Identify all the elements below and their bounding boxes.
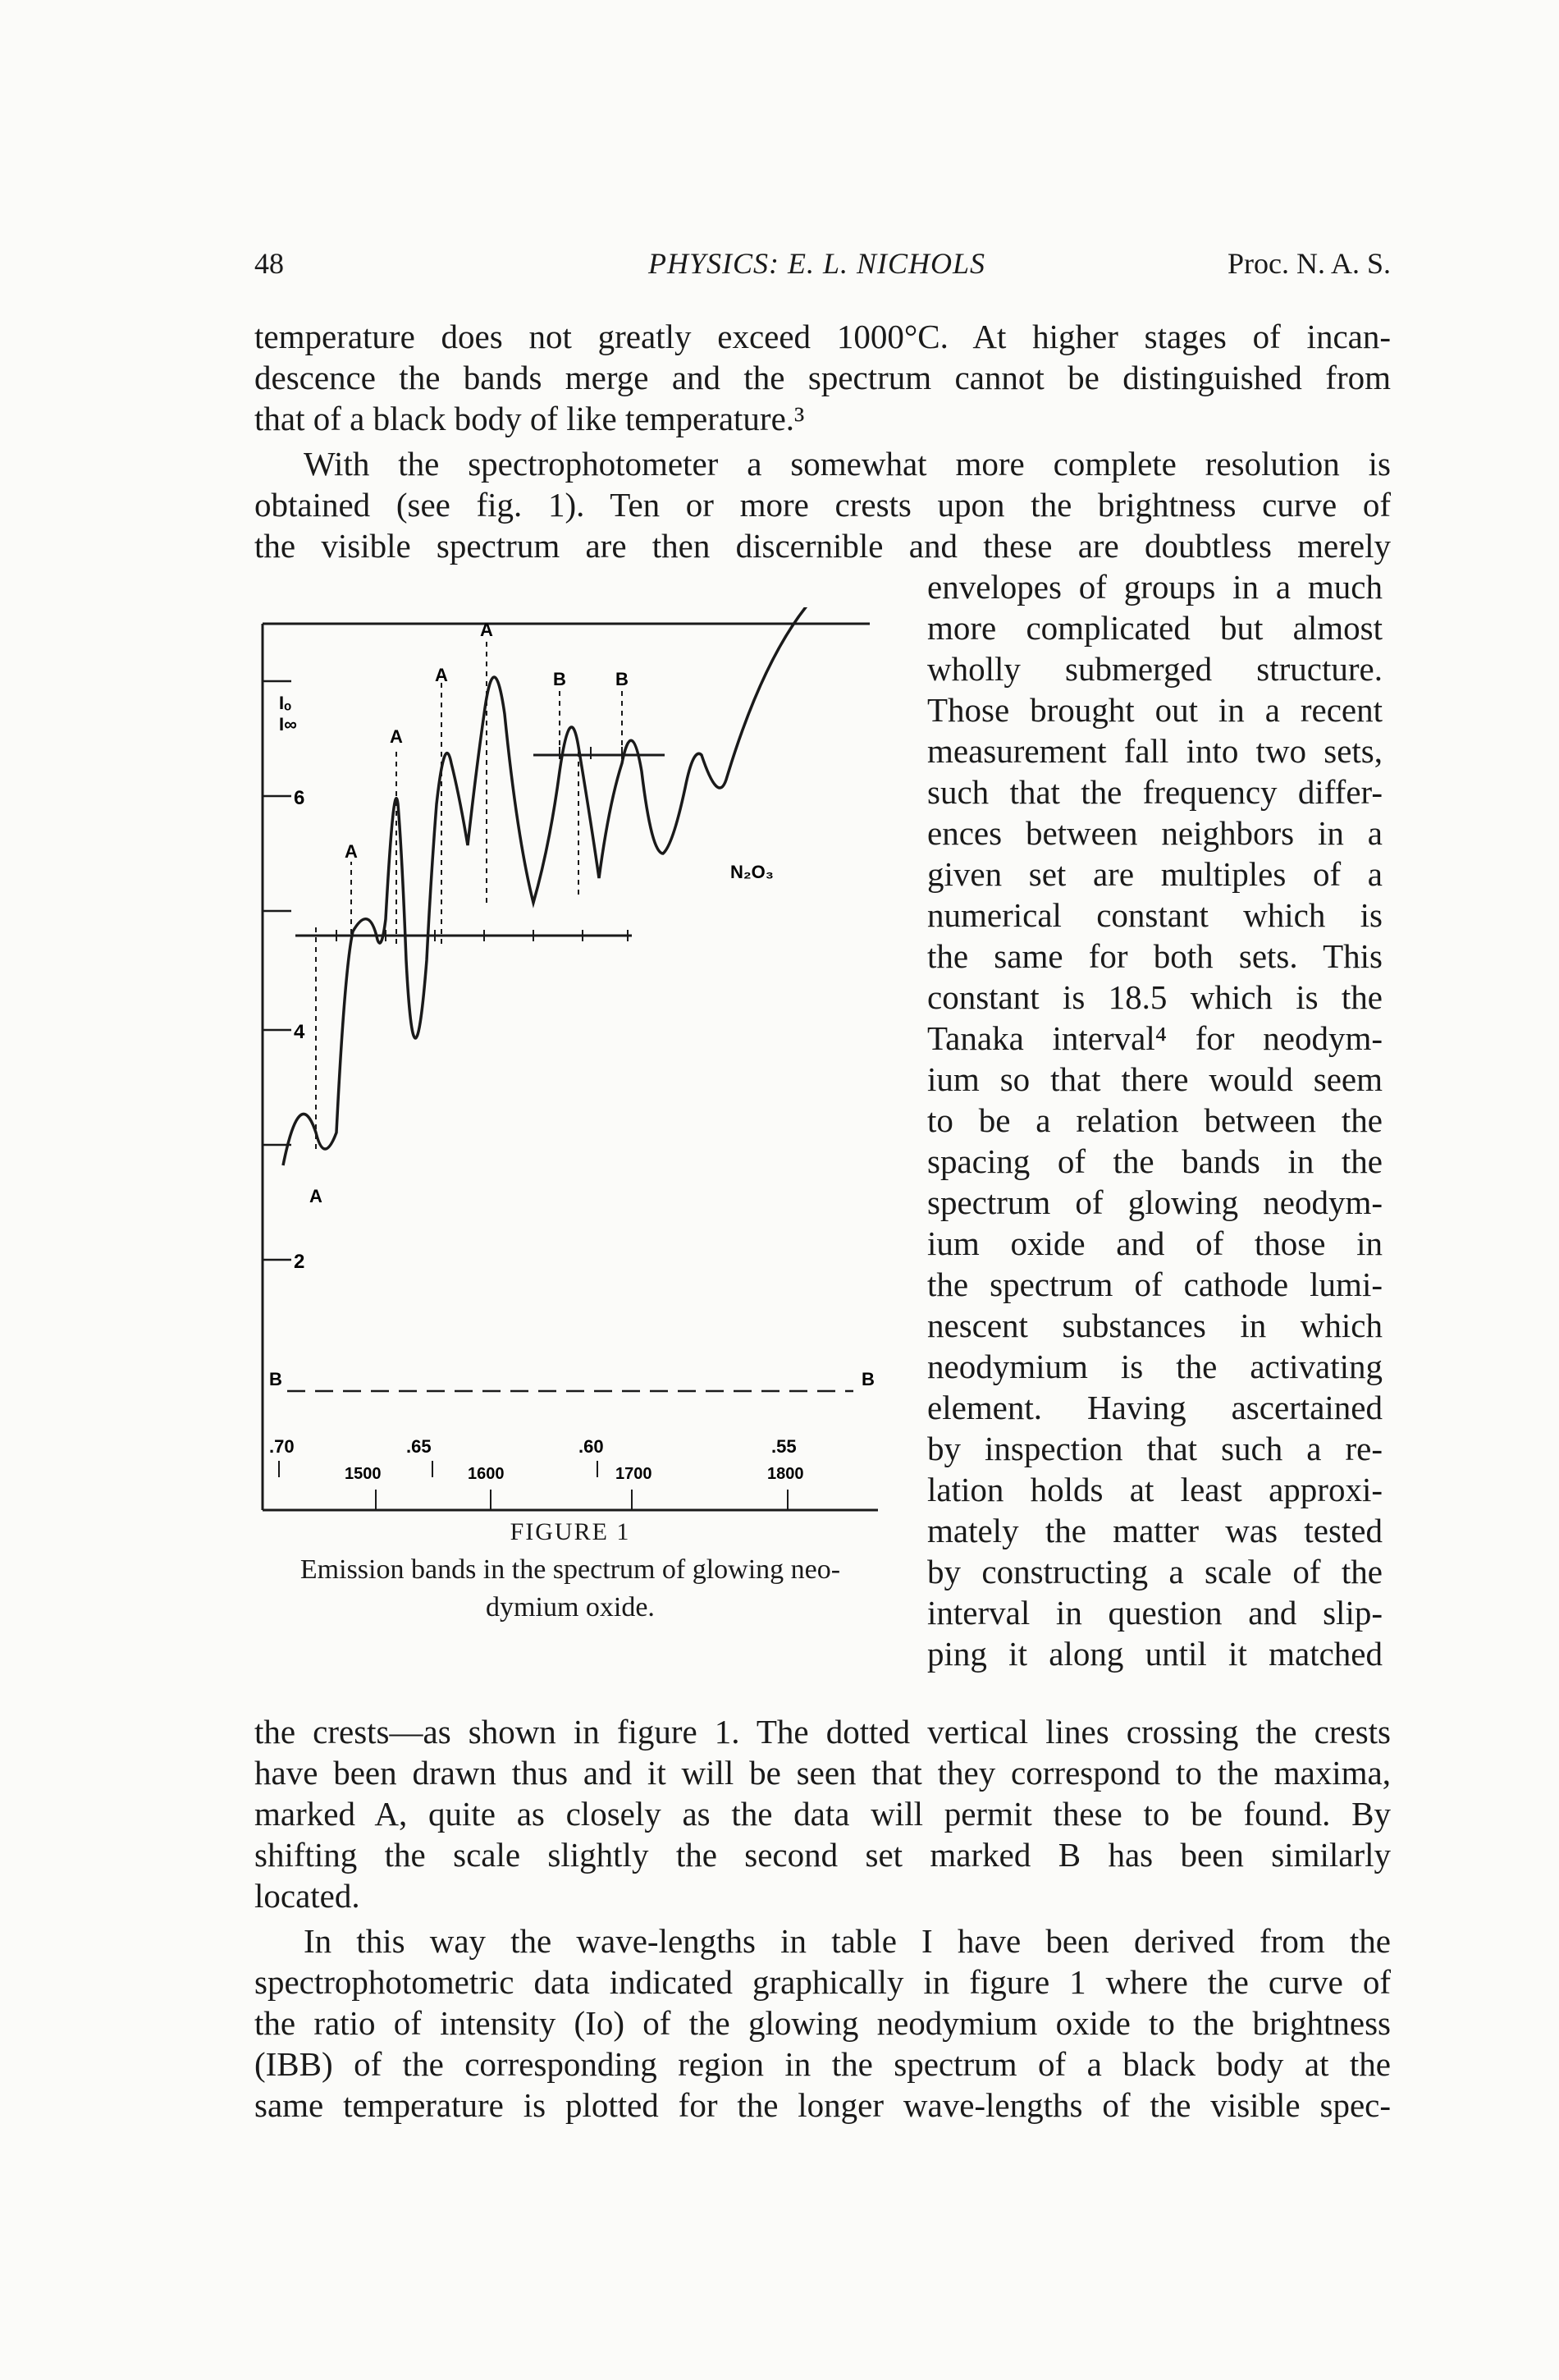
- text-line: mately the matter was tested: [927, 1512, 1383, 1549]
- text-line: obtained (see fig. 1). Ten or more crests upon the brightness curve of: [254, 486, 1391, 524]
- wavenumber-label: 1800: [767, 1465, 804, 1483]
- wavenumber-label: 1700: [615, 1465, 652, 1483]
- text-line: constant is 18.5 which is the: [927, 978, 1383, 1016]
- figure-caption: [254, 1551, 886, 1627]
- spectral-curve: [283, 607, 812, 1165]
- text-line: shifting the scale slightly the second set marked B has been similarly: [254, 1836, 1391, 1874]
- figure-1: [254, 607, 886, 1682]
- text-line: same temperature is plotted for the longer wave-lengths of the visible spec-: [254, 2086, 1391, 2124]
- text-line: such that the frequency differ-: [927, 773, 1383, 811]
- text-line: the spectrum of cathode lumi-: [927, 1266, 1383, 1303]
- text-line: wholly submerged structure.: [927, 650, 1383, 688]
- figure-chart: [254, 607, 886, 1518]
- text-line: nescent substances in which: [927, 1307, 1383, 1344]
- wavelength-label: .65: [406, 1436, 432, 1457]
- caption-line: Emission bands in the spectrum of glowing neo-: [299, 1554, 841, 1585]
- text-line: more complicated but almost: [927, 609, 1383, 647]
- wavenumber-label: 1600: [468, 1465, 505, 1483]
- wavelength-label: .70: [269, 1436, 295, 1457]
- paragraph-2: [254, 443, 1391, 566]
- text-line: In this way the wave-lengths in table I have been derived from the: [304, 1922, 1391, 1960]
- text-line: envelopes of groups in a much: [927, 568, 1383, 606]
- text-line: measurement fall into two sets,: [927, 732, 1383, 770]
- y-axis-label-bottom: I∞: [279, 714, 297, 735]
- text-line: by constructing a scale of the: [927, 1553, 1383, 1590]
- text-line: that of a black body of like temperature.³: [254, 400, 805, 437]
- wavelength-label: .55: [771, 1436, 797, 1457]
- text-line: ences between neighbors in a: [927, 814, 1383, 852]
- text-line: by inspection that such a re-: [927, 1430, 1383, 1467]
- text-line: marked A, quite as closely as the data will permit these to be found. By: [254, 1795, 1391, 1833]
- paragraph-1: [254, 316, 1391, 439]
- crest-label-B: B: [615, 669, 629, 689]
- crest-label-A: A: [390, 726, 403, 747]
- figure-title: FIGURE 1: [510, 1518, 631, 1545]
- text-line: spectrum of glowing neodym-: [927, 1183, 1383, 1221]
- crest-label-A: A: [480, 620, 493, 640]
- text-line: the crests—as shown in figure 1. The dotted vertical lines crossing the crests: [254, 1713, 1391, 1751]
- text-line: Those brought out in a recent: [927, 691, 1383, 729]
- wavelength-label: .60: [578, 1436, 604, 1457]
- y-tick-label: 4: [294, 1021, 305, 1043]
- journal-name: Proc. N. A. S.: [1227, 247, 1391, 280]
- caption-line: dymium oxide.: [486, 1592, 655, 1623]
- running-header: [254, 246, 1391, 287]
- text-line: descence the bands merge and the spectrum cannot be distinguished from: [254, 359, 1391, 396]
- text-line: ium so that there would seem: [927, 1060, 1383, 1098]
- text-line: to be a relation between the: [927, 1101, 1383, 1139]
- text-line: given set are multiples of a: [927, 855, 1383, 893]
- text-line: numerical constant which is: [927, 896, 1383, 934]
- text-line: (IBB) of the corresponding region in the spectrum of a black body at the: [254, 2045, 1391, 2083]
- right-column-text: [927, 566, 1383, 1674]
- text-line: the ratio of intensity (Io) of the glowing neodymium oxide to the brightness: [254, 2004, 1391, 2042]
- crest-label-B: B: [553, 669, 566, 689]
- text-line: temperature does not greatly exceed 1000°C. At higher stages of incan-: [254, 318, 1391, 355]
- text-line: lation holds at least approxi-: [927, 1471, 1383, 1508]
- running-title: PHYSICS: E. L. NICHOLS: [648, 247, 986, 280]
- y-axis-label-top: Iₒ: [279, 693, 292, 713]
- wavenumber-label: 1500: [345, 1465, 382, 1483]
- text-line: spacing of the bands in the: [927, 1142, 1383, 1180]
- text-line: the visible spectrum are then discernible and these are doubtless merely: [254, 527, 1391, 565]
- text-line: neodymium is the activating: [927, 1348, 1383, 1385]
- baseline-label-B: B: [862, 1369, 875, 1389]
- text-line: ping it along until it matched: [927, 1635, 1383, 1673]
- crest-label-A: A: [345, 841, 358, 862]
- text-line: have been drawn thus and it will be seen that they correspond to the maxima,: [254, 1754, 1391, 1792]
- crest-label-A: A: [309, 1186, 322, 1206]
- text-line: spectrophotometric data indicated graphically in figure 1 where the curve of: [254, 1963, 1391, 2001]
- compound-label: N₂O₃: [730, 862, 774, 882]
- y-tick-label: 6: [294, 787, 305, 809]
- text-line: Tanaka interval⁴ for neodym-: [927, 1019, 1383, 1057]
- y-tick-label: 2: [294, 1251, 305, 1273]
- text-line: element. Having ascertained: [927, 1389, 1383, 1426]
- baseline-label-B: B: [269, 1369, 282, 1389]
- text-line: the same for both sets. This: [927, 937, 1383, 975]
- paragraph-4: [254, 1920, 1391, 2126]
- page-number: 48: [254, 247, 284, 280]
- text-line: ium oxide and of those in: [927, 1224, 1383, 1262]
- text-line: located.: [254, 1877, 360, 1915]
- crest-label-A: A: [435, 665, 448, 685]
- text-line: With the spectrophotometer a somewhat more complete resolution is: [304, 445, 1391, 483]
- paragraph-3: [254, 1711, 1391, 1916]
- text-line: interval in question and slip-: [927, 1594, 1383, 1632]
